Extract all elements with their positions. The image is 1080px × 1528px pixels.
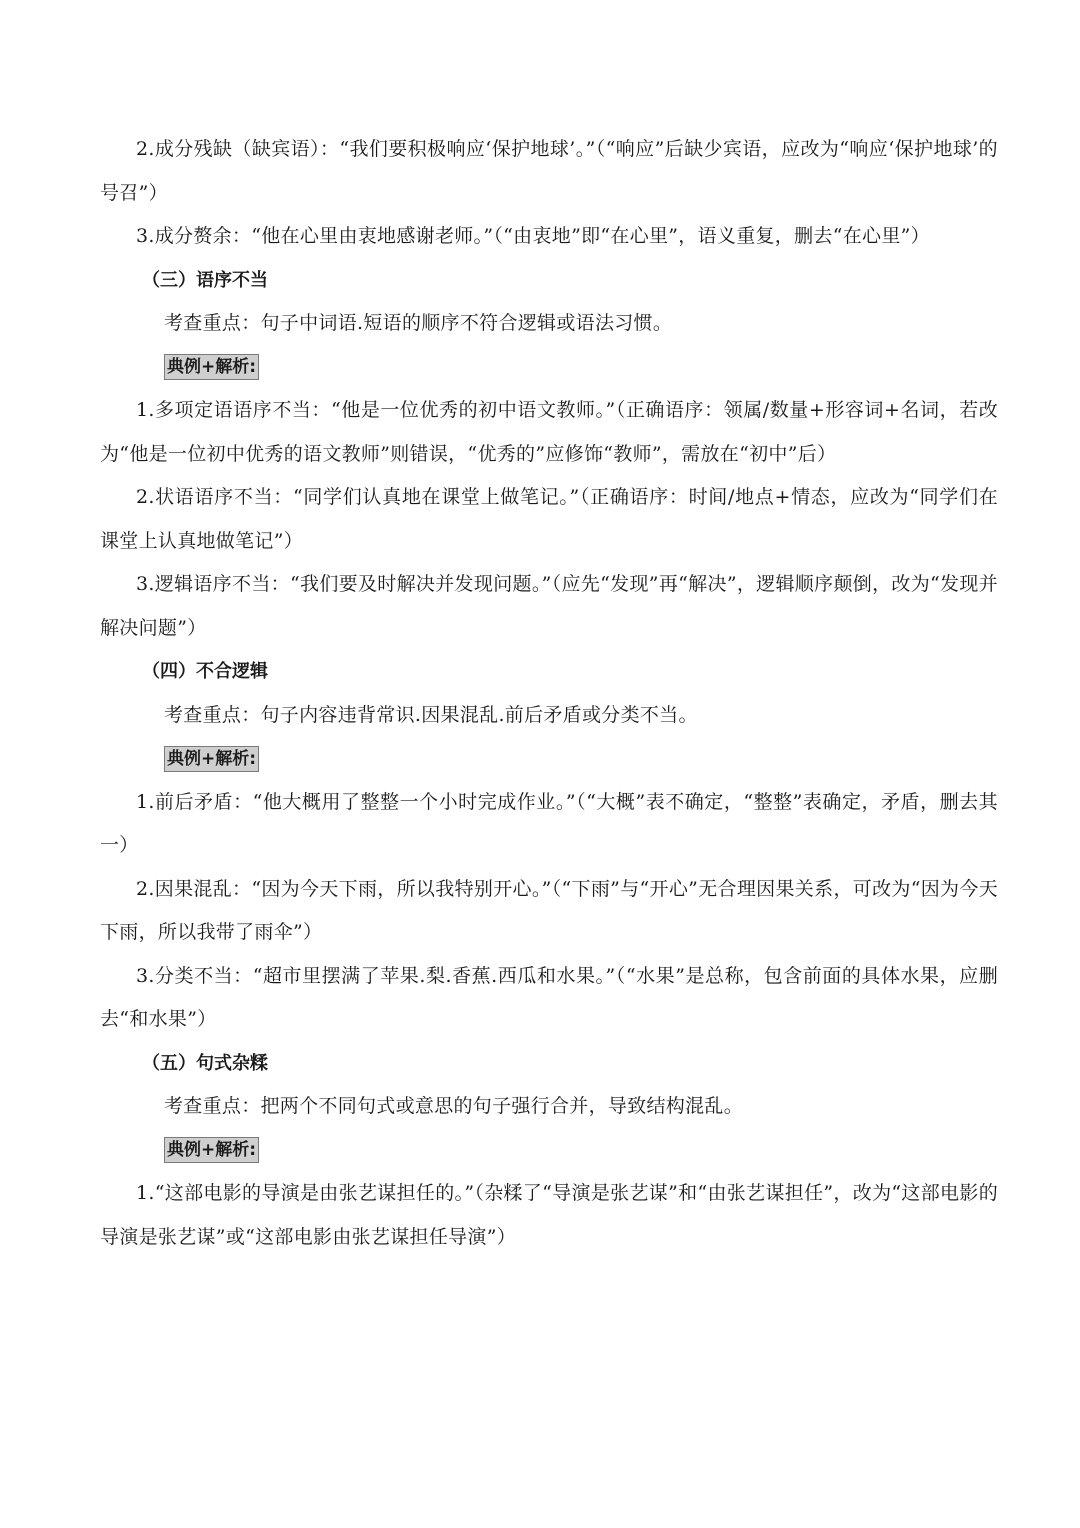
section-focus: 考查重点：句子内容违背常识.因果混乱.前后矛盾或分类不当。 bbox=[164, 703, 698, 726]
paragraph-missing-object: 2.成分残缺（缺宾语）：“我们要积极响应‘保护地球’。”（“响应”后缺少宾语，应改为“响应‘保护地球’的号召”） bbox=[100, 138, 998, 204]
section-illogical bbox=[0, 650, 1080, 1042]
example-item: 3.分类不当：“超市里摆满了苹果.梨.香蕉.西瓜和水果。”（“水果”是总称，包含前面的具体水果，应删去“和水果”） bbox=[100, 964, 998, 1030]
example-item: 1.前后矛盾：“他大概用了整整一个小时完成作业。”（“大概”表不确定，“整整”表确定，矛盾，删去其一） bbox=[100, 790, 998, 856]
section-mixed-structure bbox=[0, 1042, 1080, 1260]
paragraph-redundancy: 3.成分赘余：“他在心里由衷地感谢老师。”（“由衷地”即“在心里”，语义重复，删去“在心里”） bbox=[136, 225, 930, 247]
example-analysis-tag: 典例+解析: bbox=[164, 354, 259, 380]
example-item: 1.多项定语语序不当：“他是一位优秀的初中语文教师。”（正确语序：领属/数量+形容词+名词，若改为“他是一位初中优秀的语文教师”则错误，“优秀的”应修饰“教师”，需放在“初中”后） bbox=[100, 399, 998, 465]
example-item: 2.状语语序不当：“同学们认真地在课堂上做笔记。”（正确语序：时间/地点+情态，应改为“同学们在课堂上认真地做笔记”） bbox=[100, 486, 998, 552]
example-analysis-tag: 典例+解析: bbox=[164, 1137, 259, 1163]
example-item: 2.因果混乱：“因为今天下雨，所以我特别开心。”（“下雨”与“开心”无合理因果关系，可改为“因为今天下雨，所以我带了雨伞”） bbox=[100, 877, 998, 943]
section-heading: （四）不合逻辑 bbox=[142, 661, 268, 682]
section-word-order bbox=[0, 259, 1080, 651]
document-page bbox=[0, 128, 1080, 1259]
example-item: 1.“这部电影的导演是由张艺谋担任的。”（杂糅了“导演是张艺谋”和“由张艺谋担任”，改为“这部电影的导演是张艺谋”或“这部电影由张艺谋担任导演”） bbox=[100, 1182, 998, 1248]
section-heading: （五）句式杂糅 bbox=[142, 1052, 268, 1074]
example-analysis-tag: 典例+解析: bbox=[164, 746, 259, 772]
example-item: 3.逻辑语序不当：“我们要及时解决并发现问题。”（应先“发现”再“解决”，逻辑顺序颠倒，改为“发现并解决问题”） bbox=[100, 573, 998, 639]
section-focus: 考查重点：把两个不同句式或意思的句子强行合并，导致结构混乱。 bbox=[164, 1095, 744, 1117]
section-focus: 考查重点：句子中词语.短语的顺序不符合逻辑或语法习惯。 bbox=[164, 312, 673, 334]
section-heading: （三）语序不当 bbox=[142, 269, 268, 291]
